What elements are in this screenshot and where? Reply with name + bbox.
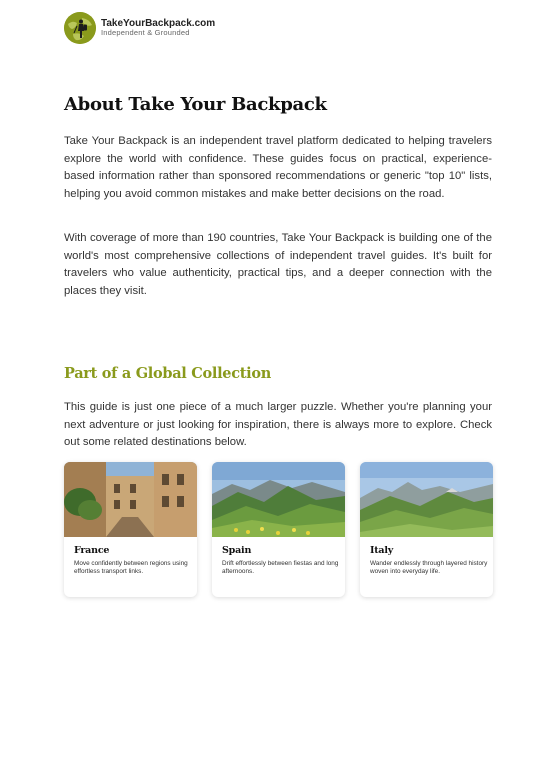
card-image-italy bbox=[360, 462, 493, 537]
page-title: About Take Your Backpack bbox=[64, 94, 327, 115]
about-paragraph-1: Take Your Backpack is an independent travel platform dedicated to helping travelers explore the world with confidence. These guides focus on practical, experience-based information rather than sponsored recommendations or generic "top 10" lists, helping you avoid common mistakes and make better decisions on the road. bbox=[64, 135, 492, 200]
card-description: Drift effortlessly between fiestas and long afternoons. bbox=[222, 560, 339, 576]
section-title: Part of a Global Collection bbox=[64, 365, 271, 382]
card-description: Move confidently between regions using effortless transport links. bbox=[74, 560, 188, 576]
card-title: Spain bbox=[222, 545, 252, 556]
card-description: Wander endlessly through layered history woven into everyday life. bbox=[370, 560, 488, 576]
brand-header[interactable] bbox=[64, 12, 215, 44]
about-paragraph-2: With coverage of more than 190 countries, Take Your Backpack is building one of the world's most comprehensive collections of independent travel guides. It's built for travelers who value authenticity, practical tips, and a deeper connection with the places they visit. bbox=[64, 232, 492, 297]
card-title: Italy bbox=[370, 545, 394, 556]
card-image-france bbox=[64, 462, 197, 537]
destination-card-italy[interactable] bbox=[360, 462, 493, 597]
collection-intro: This guide is just one piece of a much larger puzzle. Whether you're planning your next adventure or just looking for inspiration, there is always more to explore. Check out some related destinations below. bbox=[64, 401, 492, 449]
globe-hiker-icon bbox=[64, 12, 96, 44]
card-image-spain bbox=[212, 462, 345, 537]
brand-name: TakeYourBackpack.com bbox=[101, 18, 216, 30]
brand-tagline: Independent & Grounded bbox=[101, 28, 190, 38]
destination-card-spain[interactable] bbox=[212, 462, 345, 597]
destination-cards bbox=[64, 462, 493, 597]
card-title: France bbox=[74, 545, 110, 556]
destination-card-france[interactable] bbox=[64, 462, 197, 597]
